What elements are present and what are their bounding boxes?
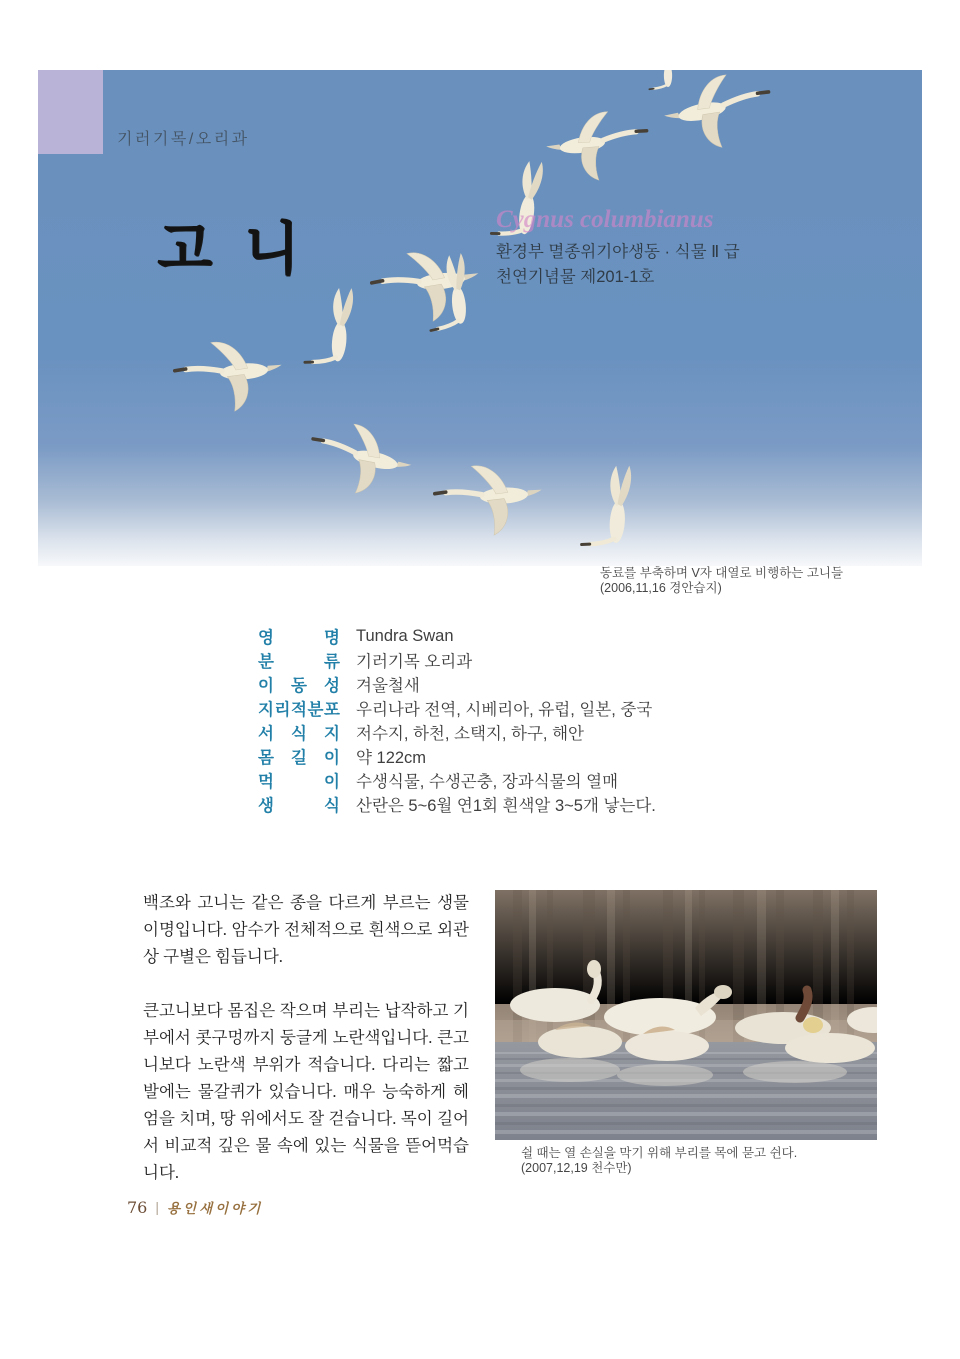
- footer-divider: |: [155, 1199, 159, 1215]
- spec-value: Tundra Swan: [356, 626, 454, 645]
- spec-row: [258, 696, 656, 720]
- spec-label: 이 동 성: [258, 677, 340, 695]
- resting-swans-illustration: [495, 890, 877, 1140]
- photo2-caption-credit: (2007,12,19 천수만): [521, 1161, 632, 1175]
- swan-icon: [369, 246, 483, 327]
- spec-label: 분 류: [258, 653, 340, 671]
- description-text: [143, 889, 469, 1213]
- designation-line1: 환경부 멸종위기야생동 · 식물 Ⅱ 급: [496, 243, 740, 261]
- photo2-caption-text: 쉴 때는 열 손실을 막기 위해 부리를 목에 묻고 쉰다.: [521, 1146, 798, 1160]
- spec-row: [258, 624, 656, 648]
- page-title: 고니: [157, 216, 332, 282]
- swan-icon: [305, 285, 354, 366]
- protection-designation: [496, 240, 740, 290]
- page-number: 76: [127, 1197, 148, 1217]
- taxonomy-header: 기러기목/오리과: [117, 131, 250, 148]
- swan-icon: [659, 70, 778, 158]
- swan-icon: [582, 463, 632, 548]
- spec-row: [258, 744, 656, 768]
- spec-value: 저수지, 하천, 소택지, 하구, 해안: [356, 725, 584, 743]
- species-spec-table: [258, 624, 656, 816]
- swan-icon: [173, 338, 285, 416]
- book-title: 용인새이야기: [167, 1201, 264, 1217]
- spec-row: [258, 768, 656, 792]
- scientific-name: Cygnus columbianus: [496, 206, 714, 233]
- hero-photo-caption: [600, 566, 843, 595]
- spec-row: [258, 672, 656, 696]
- spec-row: [258, 792, 656, 816]
- hero-photo-flying-swans: [38, 70, 922, 566]
- spec-row: [258, 648, 656, 672]
- hero-caption-credit: (2006,11,16 경안습지): [600, 580, 722, 595]
- description-paragraph-2: 큰고니보다 몸집은 작으며 부리는 납작하고 기부에서 콧구멍까지 둥글게 노란색입니다. 큰고니보다 노란색 부위가 적습니다. 다리는 짧고 발에는 물갈퀴가 있습니다. 매우 능숙하게 헤엄을 치며, 땅 위에서도 잘 걷습니다. 목이 길어서 비교적 깊은 물 속에 있는 식물을 뜯어먹습니다.: [143, 1001, 469, 1182]
- page-footer: [127, 1197, 263, 1217]
- spec-value: 우리나라 전역, 시베리아, 유럽, 일본, 중국: [356, 701, 653, 719]
- spec-value: 산란은 5~6월 연1회 흰색알 3~5개 낳는다.: [356, 797, 656, 815]
- spec-label: 몸 길 이: [258, 749, 340, 767]
- swan-icon: [303, 415, 418, 504]
- spec-label: 지 리 적 분 포: [258, 701, 340, 719]
- swan-icon: [433, 462, 544, 538]
- spec-table-rows: [258, 624, 656, 816]
- designation-line2: 천연기념물 제201-1호: [496, 268, 655, 286]
- spec-row: [258, 720, 656, 744]
- photo2-caption: [521, 1146, 797, 1176]
- photo-resting-swans: [495, 890, 877, 1140]
- description-paragraph-1: 백조와 고니는 같은 종을 다르게 부르는 생물이명입니다. 암수가 전체적으로 흰색으로 외관상 구별은 힘듭니다.: [143, 893, 469, 966]
- spec-label: 생 식: [258, 797, 340, 815]
- spec-label: 먹 이: [258, 773, 340, 791]
- spec-value: 수생식물, 수생곤충, 장과식물의 열매: [356, 773, 619, 791]
- swan-icon: [649, 70, 674, 89]
- spec-value: 기러기목 오리과: [356, 653, 473, 671]
- decorative-lavender-square: [38, 70, 103, 154]
- spec-label: 영 명: [258, 629, 340, 647]
- hero-caption-text: 동료를 부축하며 V자 대열로 비행하는 고니들: [600, 566, 844, 580]
- swan-icon: [543, 107, 653, 187]
- spec-value: 약 122cm: [356, 749, 427, 767]
- spec-value: 겨울철새: [356, 677, 420, 695]
- spec-label: 서 식 지: [258, 725, 340, 743]
